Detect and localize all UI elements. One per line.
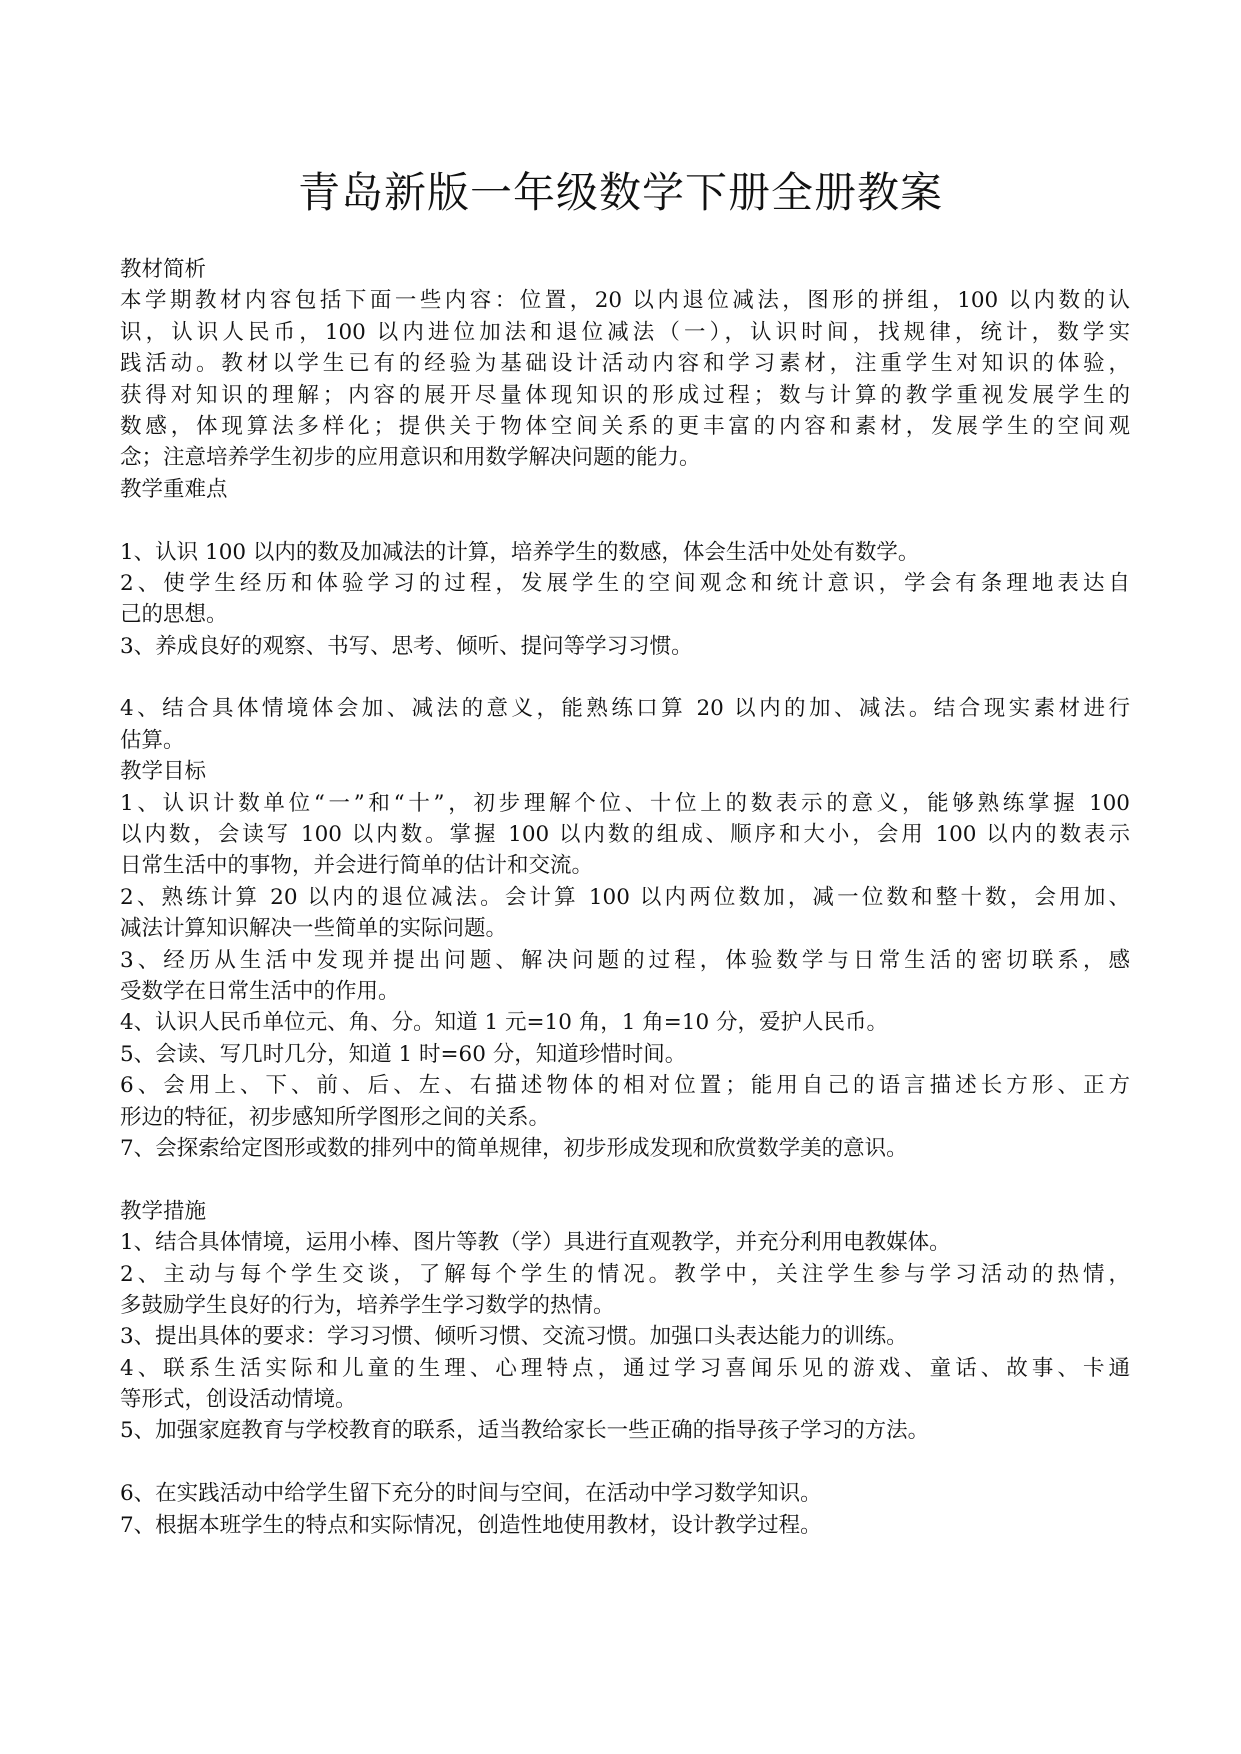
- blank-line: [120, 1164, 1130, 1195]
- text-line: 本学期教材内容包括下面一些内容：位置，20 以内退位减法，图形的拼组，100 以内数的认: [120, 288, 1130, 314]
- document-body: [120, 254, 1130, 1541]
- text-line: 数感，体现算法多样化；提供关于物体空间关系的更丰富的内容和素材，发展学生的空间观: [120, 413, 1130, 439]
- text-line: 7、会探索给定图形或数的排列中的简单规律，初步形成发现和欣赏数学美的意识。: [120, 1135, 908, 1161]
- text-line: 等形式，创设活动情境。: [120, 1387, 357, 1413]
- text-line: 教材简析: [120, 257, 207, 282]
- text-line: 估算。: [120, 727, 185, 753]
- text-line: 1、认识计数单位“一”和“十”，初步理解个位、十位上的数表示的意义，能够熟练掌握 100: [120, 790, 1130, 816]
- text-line: 7、根据本班学生的特点和实际情况，创造性地使用教材，设计教学过程。: [120, 1512, 822, 1538]
- text-line: 己的思想。: [120, 602, 228, 628]
- text-line: 2、熟练计算 20 以内的退位减法。会计算 100 以内两位数加，减一位数和整十数，会用加、: [120, 884, 1130, 910]
- text-line: 受数学在日常生活中的作用。: [120, 978, 400, 1004]
- text-line: 5、会读、写几时几分，知道 1 时=60 分，知道珍惜时间。: [120, 1041, 687, 1067]
- text-line: 3、经历从生活中发现并提出问题、解决问题的过程，体验数学与日常生活的密切联系，感: [120, 947, 1130, 973]
- text-line: 1、认识 100 以内的数及加减法的计算，培养学生的数感，体会生活中处处有数学。: [120, 539, 920, 565]
- text-line: 教学措施: [120, 1198, 207, 1224]
- text-line: 形边的特征，初步感知所学图形之间的关系。: [120, 1104, 551, 1130]
- text-line: 践活动。教材以学生已有的经验为基础设计活动内容和学习素材，注重学生对知识的体验，: [120, 351, 1130, 377]
- text-line: 念；注意培养学生初步的应用意识和用数学解决问题的能力。: [120, 445, 701, 471]
- text-line: 4、认识人民币单位元、角、分。知道 1 元=10 角，1 角=10 分，爱护人民币。: [120, 1010, 888, 1036]
- text-line: 减法计算知识解决一些简单的实际问题。: [120, 916, 508, 942]
- document-title: 青岛新版一年级数学下册全册教案: [297, 168, 943, 217]
- text-line: 多鼓励学生良好的行为，培养学生学习数学的热情。: [120, 1292, 615, 1318]
- text-line: 识，认识人民币，100 以内进位加法和退位减法（一），认识时间，找规律，统计，数学实: [120, 319, 1130, 345]
- text-line: 6、会用上、下、前、后、左、右描述物体的相对位置；能用自己的语言描述长方形、正方: [120, 1073, 1130, 1099]
- text-line: 2、主动与每个学生交谈，了解每个学生的情况。教学中，关注学生参与学习活动的热情，: [120, 1261, 1130, 1287]
- text-line: 以内数，会读写 100 以内数。掌握 100 以内数的组成、顺序和大小，会用 100 以内的数表示: [120, 822, 1130, 848]
- text-line: 6、在实践活动中给学生留下充分的时间与空间，在活动中学习数学知识。: [120, 1481, 822, 1507]
- blank-line: [120, 505, 1130, 536]
- text-line: 4、结合具体情境体会加、减法的意义，能熟练口算 20 以内的加、减法。结合现实素材进行: [120, 696, 1130, 722]
- text-line: 获得对知识的理解；内容的展开尽量体现知识的形成过程；数与计算的教学重视发展学生的: [120, 382, 1130, 408]
- text-line: 1、结合具体情境，运用小棒、图片等教（学）具进行直观教学，并充分利用电教媒体。: [120, 1230, 951, 1256]
- text-line: 教学目标: [120, 759, 207, 785]
- text-line: 教学重难点: [120, 476, 228, 502]
- text-line: 4、联系生活实际和儿童的生理、心理特点，通过学习喜闻乐见的游戏、童话、故事、卡通: [120, 1355, 1130, 1381]
- text-line: 日常生活中的事物，并会进行简单的估计和交流。: [120, 853, 594, 879]
- text-line: 3、养成良好的观察、书写、思考、倾听、提问等学习习惯。: [120, 633, 693, 659]
- text-line: 2、使学生经历和体验学习的过程，发展学生的空间观念和统计意识，学会有条理地表达自: [120, 570, 1130, 596]
- blank-line: [120, 662, 1130, 693]
- text-line: 3、提出具体的要求：学习习惯、倾听习惯、交流习惯。加强口头表达能力的训练。: [120, 1324, 908, 1350]
- blank-line: [120, 1447, 1130, 1478]
- text-line: 5、加强家庭教育与学校教育的联系，适当教给家长一些正确的指导孩子学习的方法。: [120, 1418, 930, 1444]
